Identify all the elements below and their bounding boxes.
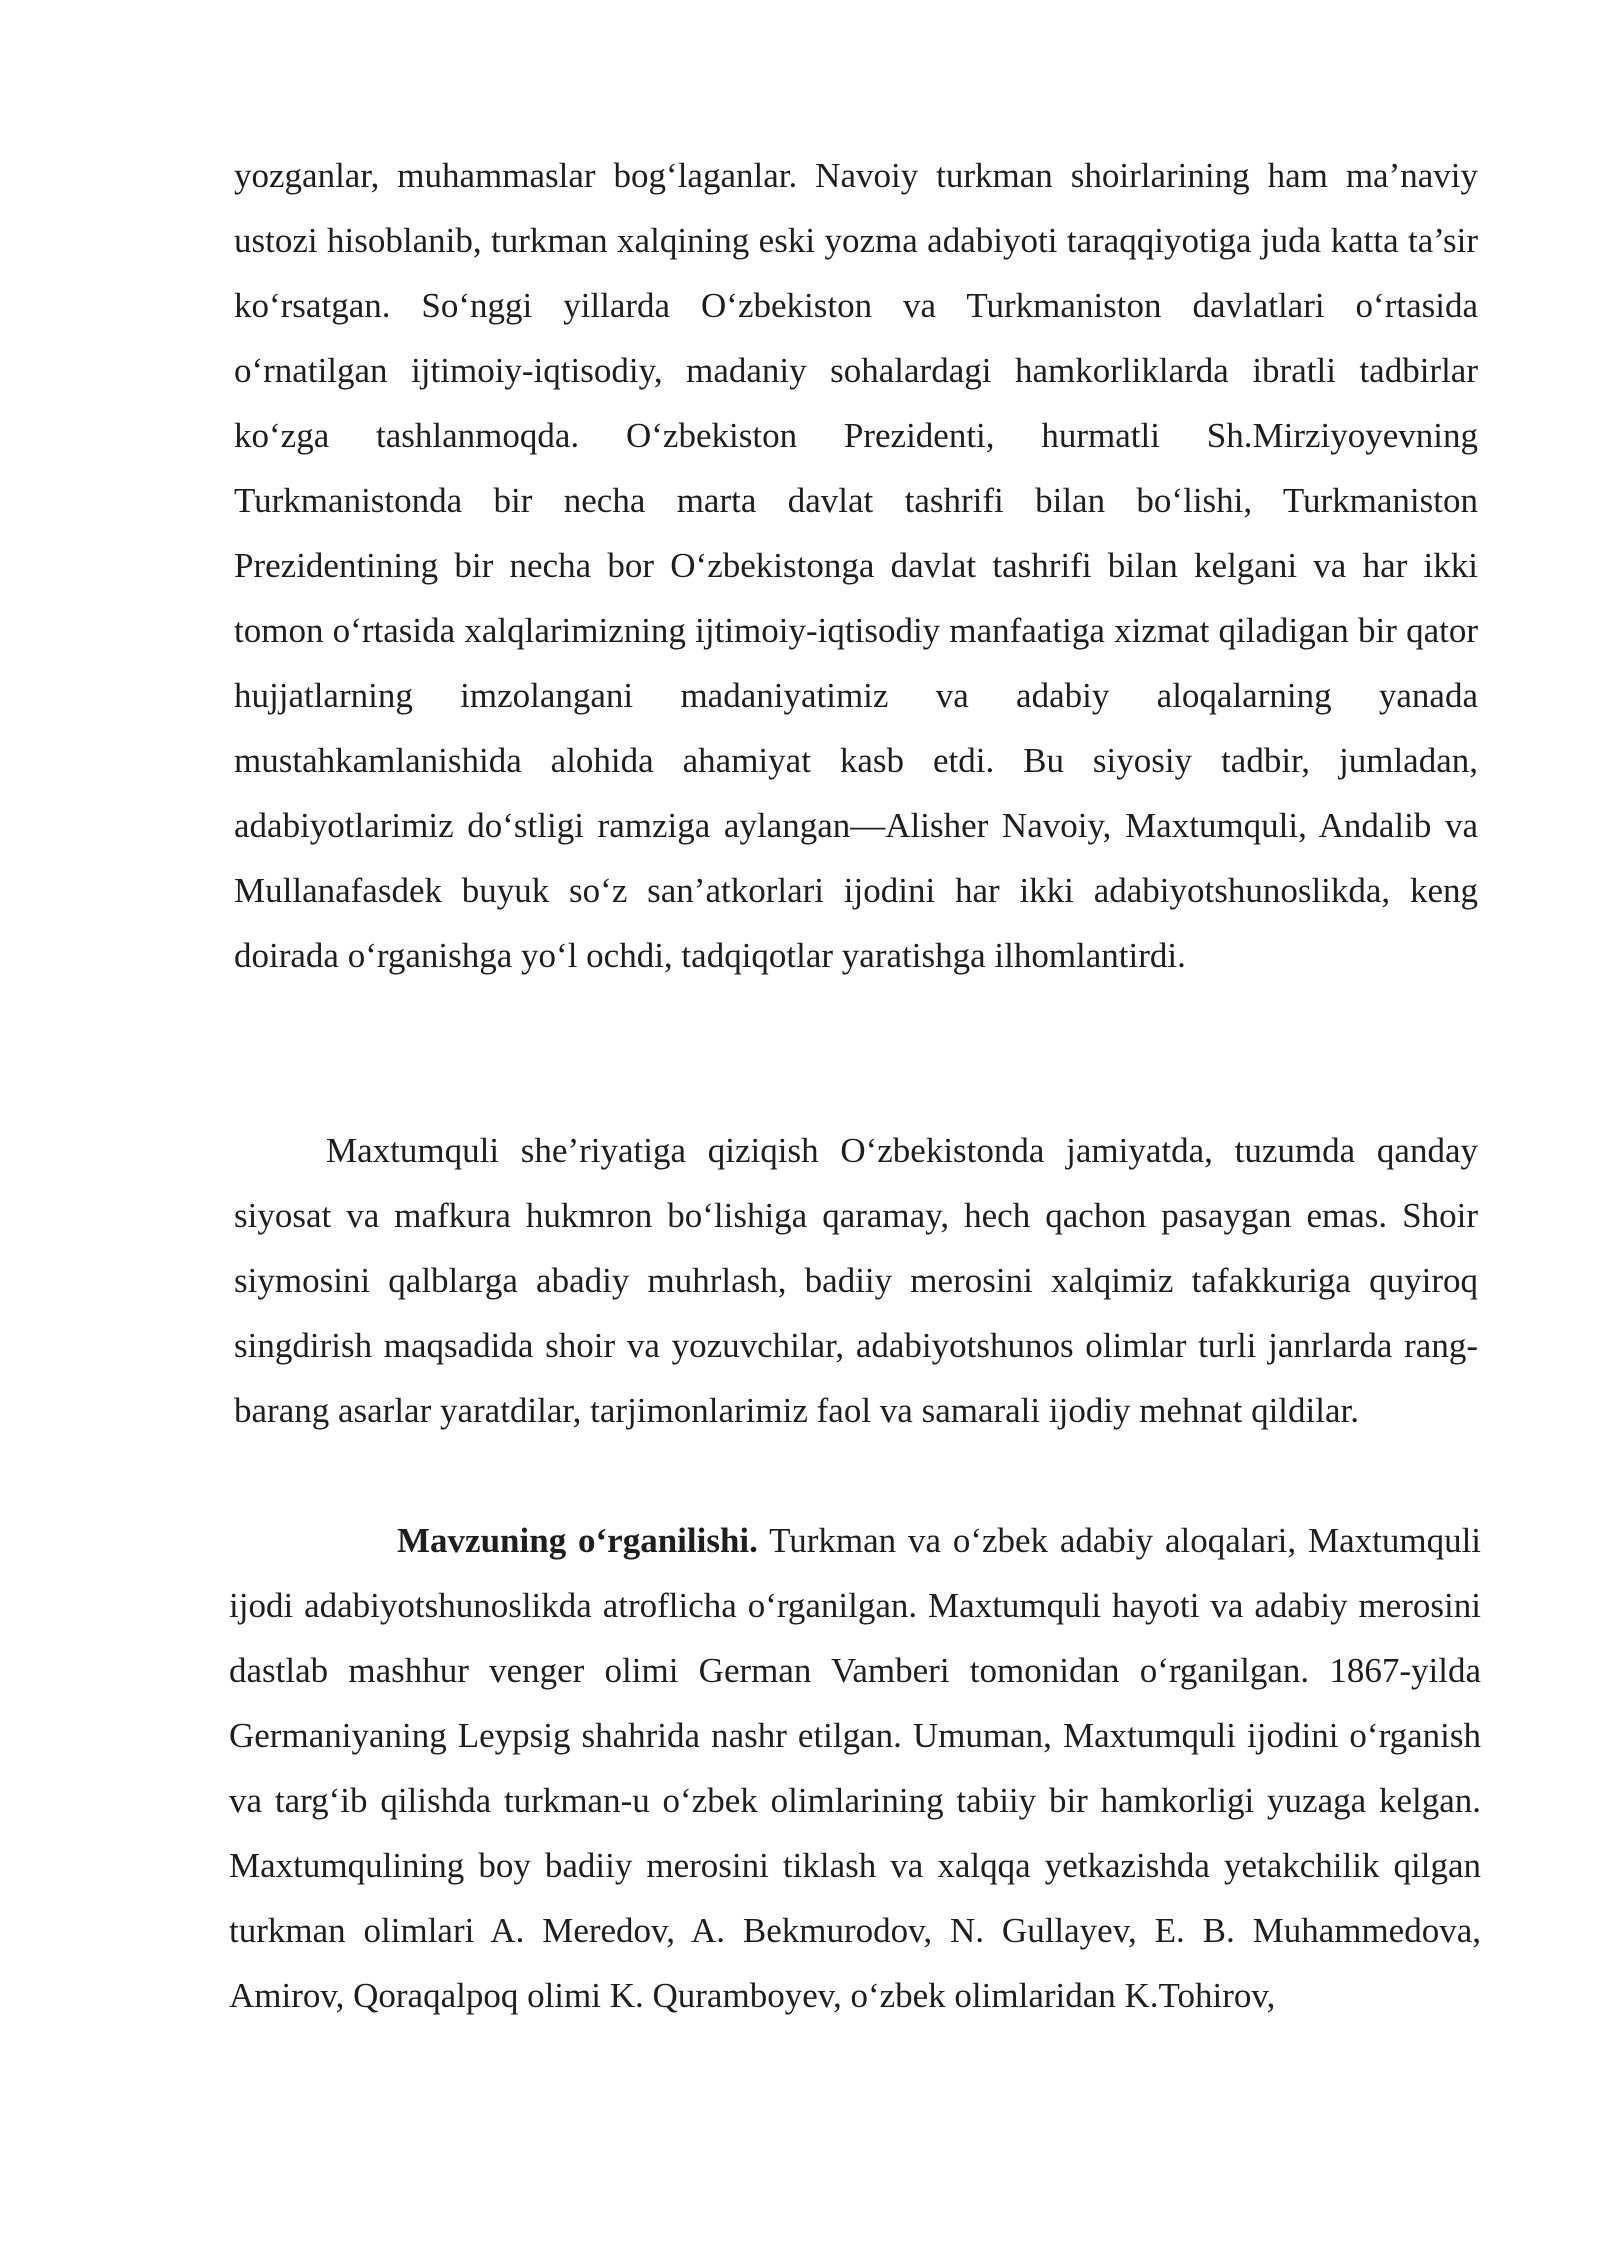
section-heading: Mavzuning o‘rganilishi.	[397, 1521, 758, 1560]
section-body-text: Turkman va o‘zbek adabiy aloqalari, Maxtumquli ijodi adabiyotshunoslikda atroflicha o‘rganilgan. Maxtumquli hayoti va adabiy merosini dastlab mashhur venger olimi German Vamberi tomonidan o‘rganilgan. 1867-yilda Germaniyaning Leypsig shahrida nashr etilgan. Umuman, Maxtumquli ijodini o‘rganish va targ‘ib qilishda turkman-u o‘zbek olimlarining tabiiy bir hamkorligi yuzaga kelgan. Maxtumqulining boy badiiy merosini tiklash va xalqqa yetkazishda yetakchilik qilgan turkman olimlari A. Meredov, A. Bekmurodov, N. Gullayev, E. B. Muhammedova, Amirov, Qoraqalpoq olimi K. Quramboyev, o‘zbek olimlaridan K.Tohirov,	[229, 1521, 1482, 2015]
body-paragraph-1: yozganlar, muhammaslar bog‘laganlar. Navoiy turkman shoirlarining ham ma’naviy ustozi hisoblanib, turkman xalqining eski yozma adabiyoti taraqqiyotiga juda katta ta’sir ko‘rsatgan. So‘nggi yillarda O‘zbekiston va Turkmaniston davlatlari o‘rtasida o‘rnatilgan ijtimoiy-iqtisodiy, madaniy sohalardagi hamkorliklarda ibratli tadbirlar ko‘zga tashlanmoqda. O‘zbekiston Prezidenti, hurmatli Sh.Mirziyoyevning Turkmanistonda bir necha marta davlat tashrifi bilan bo‘lishi, Turkmaniston Prezidentining bir necha bor O‘zbekistonga davlat tashrifi bilan kelgani va har ikki tomon o‘rtasida xalqlarimizning ijtimoiy-iqtisodiy manfaatiga xizmat qiladigan bir qator hujjatlarning imzolangani madaniyatimiz va adabiy aloqalarning yanada mustahkamlanishida alohida ahamiyat kasb etdi. Bu siyosiy tadbir, jumladan, adabiyotlarimiz do‘stligi ramziga aylangan—Alisher Navoiy, Maxtumquli, Andalib va Mullanafasdek buyuk so‘z san’atkorlari ijodini har ikki adabiyotshunoslikda, keng doirada o‘rganishga yo‘l ochdi, tadqiqotlar yaratishga ilhomlantirdi.	[234, 156, 1478, 975]
body-paragraph-3	[229, 1508, 1481, 2028]
body-paragraph-2: Maxtumquli she’riyatiga qiziqish O‘zbekistonda jamiyatda, tuzumda qanday siyosat va mafkura hukmron bo‘lishiga qaramay, hech qachon pasaygan emas. Shoir siymosini qalblarga abadiy muhrlash, badiiy merosini xalqimiz tafakkuriga quyiroq singdirish maqsadida shoir va yozuvchilar, adabiyotshunos olimlar turli janrlarda rang-barang asarlar yaratdilar, tarjimonlarimiz faol va samarali ijodiy mehnat qildilar.	[234, 1131, 1478, 1430]
